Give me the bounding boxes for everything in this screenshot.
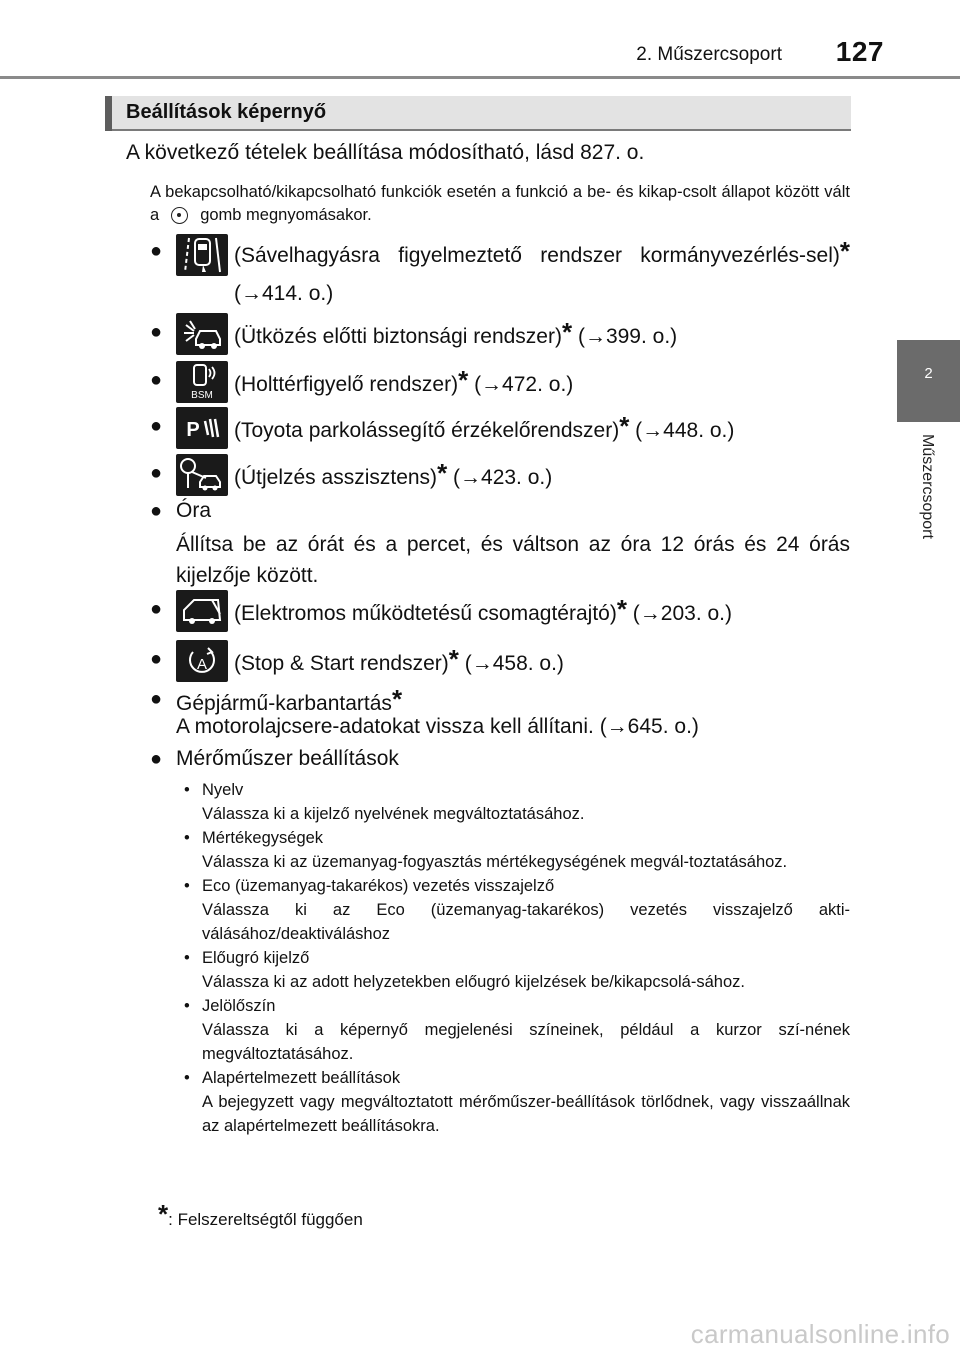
sub-item-desc: Válassza ki az adott helyzetekben előugró kijelzések be/kikapcsolá-sához.	[202, 973, 745, 991]
sub-item-desc: Válassza ki a képernyő megjelenési színeinek, például a kurzor szí-nének megváltoztatásához.	[202, 1021, 850, 1063]
section-heading: Beállítások képernyő	[126, 101, 327, 123]
sub-item-name: • Jelölőszín	[202, 997, 276, 1015]
item-label: (Elektromos működtetésű csomagtérajtó)	[234, 602, 617, 625]
bullet: ●	[150, 415, 163, 437]
header-section-title: 2. Műszercsoport	[636, 44, 782, 65]
item-label: (Toyota parkolássegítő érzékelőrendszer)	[234, 419, 620, 442]
sub-item-desc: Válassza ki az Eco (üzemanyag-takarékos) vezetés visszajelző akti-válásához/deaktiváláshoz	[202, 901, 850, 943]
list-item-lane-departure	[150, 232, 850, 312]
meter-settings-list	[184, 778, 850, 1138]
page-reference: (→203. o.)	[632, 602, 733, 625]
page-reference: (→399. o.)	[577, 325, 678, 348]
road-sign-assist-text	[234, 454, 850, 497]
bullet: ●	[150, 500, 163, 522]
footnote-star: *	[616, 594, 627, 624]
page-reference: (→414. o.)	[234, 282, 334, 305]
item-label: (Útjelzés asszisztens)	[234, 466, 438, 489]
sub-item-desc: Válassza ki az üzemanyag-fogyasztás mértékegységének megvál-toztatásához.	[202, 853, 788, 871]
toggle-note	[150, 181, 850, 227]
maintenance-description: A motorolajcsere-adatokat vissza kell állítani. (→645. o.)	[176, 715, 699, 738]
chapter-tab-number: 2	[924, 365, 933, 382]
sub-item-desc: Válassza ki a kijelző nyelvének megváltoztatásához.	[202, 805, 585, 823]
footnote-star: *	[391, 684, 403, 714]
lane-departure-icon	[176, 234, 228, 276]
sub-item-language	[184, 778, 850, 826]
bullet: ●	[150, 462, 163, 484]
bsm-text	[234, 361, 850, 404]
sub-item-eco-indicator	[184, 874, 850, 946]
footnote-star: *	[561, 317, 573, 347]
bullet: ●	[150, 369, 163, 391]
maintenance-title: Gépjármű-karbantartás	[176, 692, 392, 715]
watermark: carmanualsonline.info	[690, 1319, 950, 1349]
sub-item-name: • Eco (üzemanyag-takarékos) vezetés visszajelző	[202, 877, 555, 895]
parking-sensor-icon	[176, 407, 228, 449]
bullet: ●	[150, 321, 163, 343]
footnote-text: : Felszereltségtől függően	[168, 1210, 363, 1229]
clock-description: Állítsa be az órát és a percet, és váltson az óra 12 órás és 24 órás kijelzője között.	[176, 533, 850, 587]
sub-item-name: • Nyelv	[202, 781, 244, 799]
section-heading-accent	[105, 96, 112, 131]
bullet: ●	[150, 688, 163, 710]
bsm-icon-text: BSM	[191, 390, 213, 401]
item-label: (Stop & Start rendszer)	[234, 652, 449, 675]
sub-item-desc: A bejegyzett vagy megváltoztatott mérőműszer-beállítások törlődnek, vagy visszaállnak az alapértelmezett beállításokra.	[202, 1093, 850, 1135]
stop-start-text	[234, 640, 850, 683]
page-reference: (→458. o.)	[464, 652, 564, 675]
page-reference: (→448. o.)	[635, 419, 735, 442]
svg-text:A: A	[196, 656, 208, 673]
item-label: (Sávelhagyásra figyelmeztető rendszer kormányvezérlés-sel)	[234, 244, 840, 267]
meter-settings-title: Mérőműszer beállítások	[176, 747, 399, 770]
item-label: (Ütközés előtti biztonsági rendszer)	[234, 325, 562, 348]
sub-item-name: • Előugró kijelző	[202, 949, 310, 967]
svg-text:P: P	[186, 419, 200, 441]
item-label: (Holttérfigyelő rendszer)	[234, 373, 459, 396]
pre-collision-icon	[176, 313, 228, 355]
stop-start-icon	[176, 640, 228, 682]
sub-item-default-settings	[184, 1066, 850, 1138]
footnote-star: *	[458, 365, 469, 395]
footnote-star: *	[839, 236, 850, 266]
toggle-note-part2: gomb megnyomásakor.	[200, 206, 372, 224]
road-sign-assist-icon	[176, 454, 228, 496]
footnote-star: *	[448, 644, 459, 674]
clock-title: Óra	[176, 499, 212, 522]
page-number: 127	[835, 36, 884, 67]
sub-item-popup-display	[184, 946, 850, 994]
sub-item-name: • Alapértelmezett beállítások	[202, 1069, 401, 1087]
bullet: ●	[150, 598, 163, 620]
lane-departure-text	[234, 232, 850, 313]
header-divider	[0, 76, 960, 79]
footnote-star: *	[437, 458, 448, 488]
power-back-door-text	[234, 590, 850, 633]
sub-item-name: • Mértékegységek	[202, 829, 324, 847]
footnote	[158, 1199, 363, 1230]
power-back-door-icon	[176, 590, 228, 632]
pre-collision-text	[234, 313, 850, 356]
bullet: ●	[150, 240, 163, 262]
page-reference: (→423. o.)	[453, 466, 553, 489]
toggle-note-part1: A bekapcsolható/kikapcsolható funkciók esetén a funkció a be- és kikap-csolt állapot között vált a	[150, 183, 850, 224]
footnote-star: *	[158, 1199, 169, 1229]
bullet: ●	[150, 648, 163, 670]
intro-text: A következő tételek beállítása módosítható, lásd 827. o.	[126, 141, 645, 164]
page-reference: (→472. o.)	[474, 373, 574, 396]
sub-item-accent-color	[184, 994, 850, 1066]
chapter-tab-label: Műszercsoport	[919, 434, 936, 539]
footnote-star: *	[619, 411, 630, 441]
parking-sensor-text	[234, 407, 850, 450]
sub-item-units	[184, 826, 850, 874]
ok-button-icon	[171, 207, 188, 224]
bsm-icon	[176, 361, 228, 403]
bullet: ●	[150, 748, 163, 770]
